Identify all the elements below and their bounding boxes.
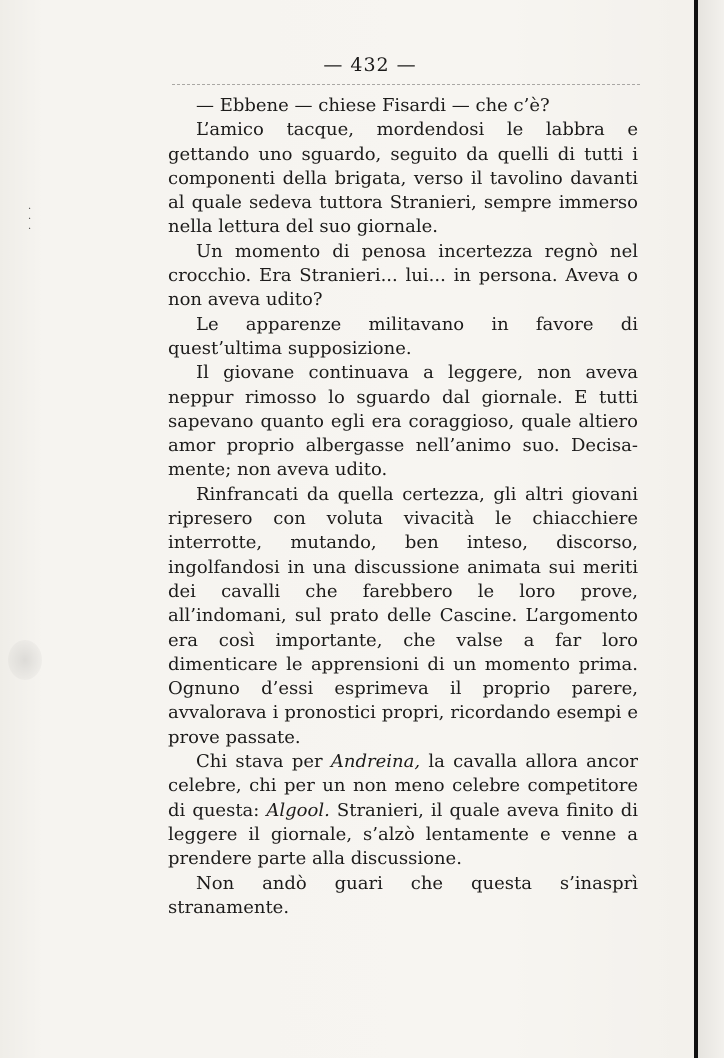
paragraph [168,240,638,313]
text-segment: — Ebbene — chiese Fisardi — che c’è? [196,95,550,116]
italic-text-segment: Algool. [266,799,330,821]
text-segment: L’amico tacque, mordendosi le labbra e gettando uno sguardo, seguito da quelli di tutti i componenti della brigata, verso il tavolino davanti al quale sedeva tuttora Stranieri, sempre immerso nella lettura del suo giornale. [168,119,638,238]
paragraph [168,94,638,118]
paragraph [168,361,638,482]
text-segment: Le apparenze militavano in favore di quest’ultima supposizione. [168,313,638,359]
body-text [168,94,638,920]
paragraph [168,118,638,239]
text-segment: Non andò guari che questa s’inasprì stranamente. [168,872,638,918]
text-segment: Il giovane continuava a leggere, non aveva neppur rimosso lo sguardo dal giornale. E tutti sapevano quanto egli era coraggioso, quale altiero amor proprio albergasse nell’animo suo. Decisamente; non aveva udito. [168,362,638,481]
paragraph [168,872,638,921]
text-segment: Chi stava per [196,751,331,773]
binding-shadow [698,0,724,1058]
paragraph [168,483,638,750]
paper-specks-decoration: · · · [28,204,32,235]
paragraph [168,750,638,871]
text-segment: Un momento di penosa incertezza regnò nel crocchio. Era Stranieri... lui... in persona. Aveva o non aveva udito? [168,240,638,311]
header-rule [172,84,640,85]
italic-text-segment: Andreina, [330,751,421,773]
text-segment: Stranieri, il quale aveva finito di leggere il giornale, s’alzò lentamente e venne a prendere parte alla discussione. [168,799,638,870]
binding-edge [694,0,698,1058]
paper-smudge-decoration [8,640,42,680]
text-segment: la cavalla allora ancor celebre, chi per un non meno celebre competitore di questa: [168,751,638,821]
text-segment: Rinfrancati da quella certezza, gli altri giovani ripresero con voluta vivacità le chiacchiere interrotte, mutando, ben inteso, discorso, ingolfandosi in una discussione animata sui meriti dei cavalli che farebbero le loro prove, all’indomani, sul prato delle Cascine. L’argomento era così importante, che valse a far loro dimenticare le apprensioni di un momento prima. Ognuno d’essi esprimeva il proprio parere, avvalorava i pronostici propri, ricordando esempi e prove passate. [168,483,638,748]
paragraph [168,313,638,362]
page-number: — 432 — [323,54,417,76]
